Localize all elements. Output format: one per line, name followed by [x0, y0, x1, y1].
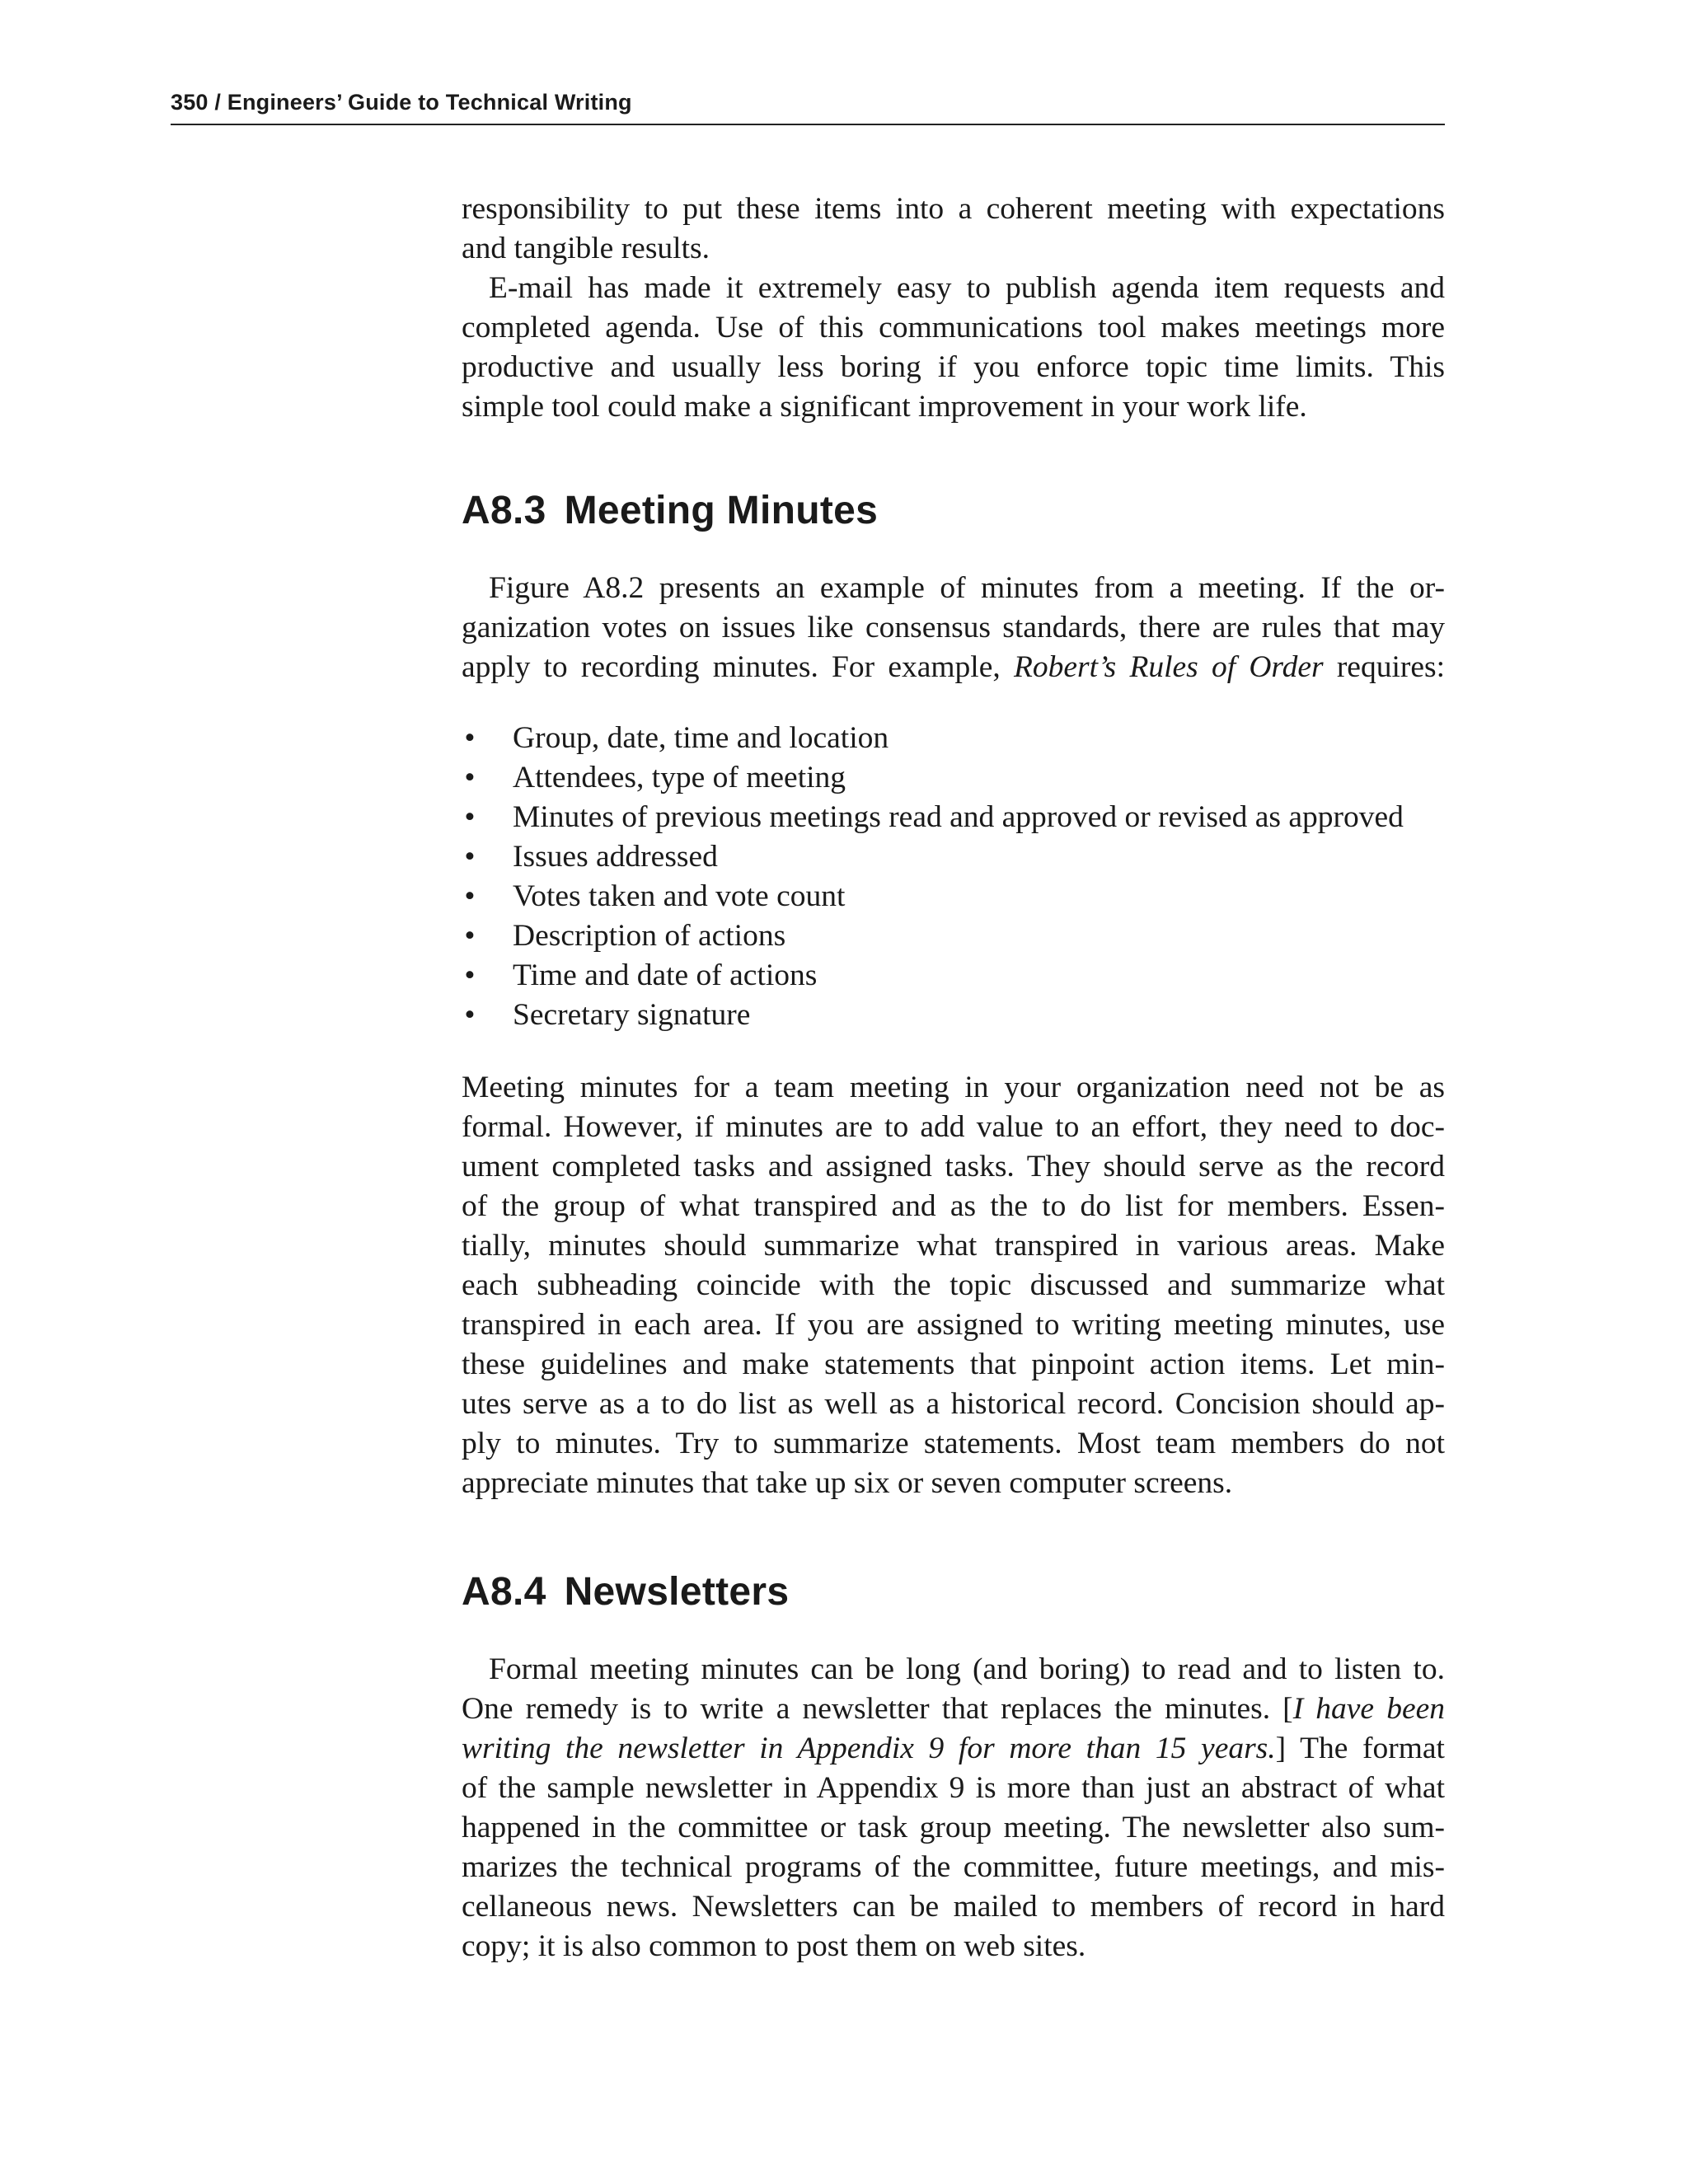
- running-head: 350 / Engineers’ Guide to Technical Writing: [171, 86, 1445, 125]
- section-heading-meeting-minutes: [462, 486, 1445, 536]
- bullet-icon: •: [464, 958, 476, 992]
- text-run: apply to recording minutes. For example,: [462, 650, 1001, 684]
- text-line: these guidelines and make statements that pinpoint action items. Let min-: [462, 1347, 1445, 1381]
- list-item: [462, 877, 1445, 916]
- list-item: [462, 758, 1445, 798]
- bullet-icon: •: [464, 800, 476, 834]
- list-item: [462, 996, 1445, 1035]
- page-body: [462, 190, 1445, 1966]
- section-title: Newsletters: [564, 1570, 790, 1614]
- text-line: simple tool could make a significant improvement in your work life.: [462, 390, 1307, 424]
- list-item: [462, 956, 1445, 996]
- bullet-icon: •: [464, 998, 476, 1032]
- text-line: of the sample newsletter in Appendix 9 is more than just an abstract of what: [462, 1771, 1445, 1805]
- list-item: [462, 916, 1445, 956]
- text-line: [462, 648, 1445, 687]
- text-line: formal. However, if minutes are to add value to an effort, they need to doc-: [462, 1110, 1445, 1144]
- bullet-icon: •: [464, 879, 476, 913]
- text-line: completed agenda. Use of this communications tool makes meetings more: [462, 311, 1445, 344]
- section-heading-newsletters: [462, 1568, 1445, 1617]
- list-item-text: Time and date of actions: [513, 958, 818, 992]
- bullet-icon: •: [464, 721, 476, 755]
- section-number: A8.3: [462, 489, 546, 532]
- text-line: [462, 1729, 1445, 1769]
- text-line: Meeting minutes for a team meeting in your organization need not be as: [462, 1071, 1445, 1104]
- text-run: requires:: [1336, 650, 1446, 684]
- list-item-text: Votes taken and vote count: [513, 879, 846, 913]
- text-line: [462, 1690, 1445, 1729]
- text-line: tially, minutes should summarize what transpired in various areas. Make: [462, 1229, 1445, 1263]
- text-line: copy; it is also common to post them on web sites.: [462, 1929, 1086, 1963]
- text-line: ganization votes on issues like consensus standards, there are rules that may: [462, 611, 1445, 644]
- list-item-text: Group, date, time and location: [513, 721, 889, 755]
- text-line: each subheading coincide with the topic discussed and summarize what: [462, 1268, 1445, 1302]
- paragraph-figure-reference: [462, 569, 1445, 687]
- bullet-icon: •: [464, 761, 476, 794]
- text-line: Figure A8.2 presents an example of minutes from a meeting. If the or-: [489, 571, 1445, 605]
- section-number: A8.4: [462, 1570, 546, 1614]
- text-run: ] The format: [1275, 1732, 1445, 1765]
- text-line: of the group of what transpired and as the to do list for members. Essen-: [462, 1189, 1445, 1223]
- text-line: productive and usually less boring if you enforce topic time limits. This: [462, 350, 1445, 384]
- author-note-italic: I have been: [1292, 1692, 1445, 1726]
- bullet-icon: •: [464, 840, 476, 874]
- requirements-list: [462, 719, 1445, 1035]
- text-line: ply to minutes. Try to summarize statements. Most team members do not: [462, 1427, 1445, 1460]
- bullet-icon: •: [464, 919, 476, 953]
- text-line: ument completed tasks and assigned tasks. They should serve as the record: [462, 1150, 1445, 1183]
- text-line: responsibility to put these items into a coherent meeting with expectations: [462, 192, 1445, 226]
- list-item-text: Secretary signature: [513, 998, 751, 1032]
- text-line: utes serve as a to do list as well as a historical record. Concision should ap-: [462, 1387, 1445, 1421]
- text-line: Formal meeting minutes can be long (and boring) to read and to listen to.: [489, 1652, 1445, 1686]
- text-line: cellaneous news. Newsletters can be mailed to members of record in hard: [462, 1890, 1445, 1924]
- paragraph-newsletters: [462, 1650, 1445, 1966]
- text-line: marizes the technical programs of the committee, future meetings, and mis-: [462, 1850, 1445, 1884]
- paragraph-continuation: [462, 190, 1445, 269]
- list-item-text: Minutes of previous meetings read and approved or revised as approved: [513, 800, 1404, 834]
- paragraph-team-minutes: [462, 1068, 1445, 1503]
- text-line: E-mail has made it extremely easy to publish agenda item requests and: [489, 271, 1445, 305]
- author-note-italic: writing the newsletter in Appendix 9 for more than 15 years.: [462, 1732, 1276, 1765]
- list-item: [462, 837, 1445, 877]
- text-line: happened in the committee or task group meeting. The newsletter also sum-: [462, 1811, 1445, 1844]
- text-line: appreciate minutes that take up six or seven computer screens.: [462, 1466, 1233, 1500]
- text-run: One remedy is to write a newsletter that replaces the minutes. [: [462, 1692, 1293, 1726]
- section-title: Meeting Minutes: [564, 489, 879, 532]
- paragraph-email: [462, 269, 1445, 427]
- list-item-text: Issues addressed: [513, 840, 718, 874]
- list-item: [462, 719, 1445, 758]
- book-title-italic: Robert’s Rules of Order: [1013, 650, 1324, 684]
- text-line: and tangible results.: [462, 232, 710, 265]
- list-item: [462, 798, 1445, 837]
- text-line: transpired in each area. If you are assigned to writing meeting minutes, use: [462, 1308, 1445, 1342]
- list-item-text: Attendees, type of meeting: [513, 761, 846, 794]
- list-item-text: Description of actions: [513, 919, 786, 953]
